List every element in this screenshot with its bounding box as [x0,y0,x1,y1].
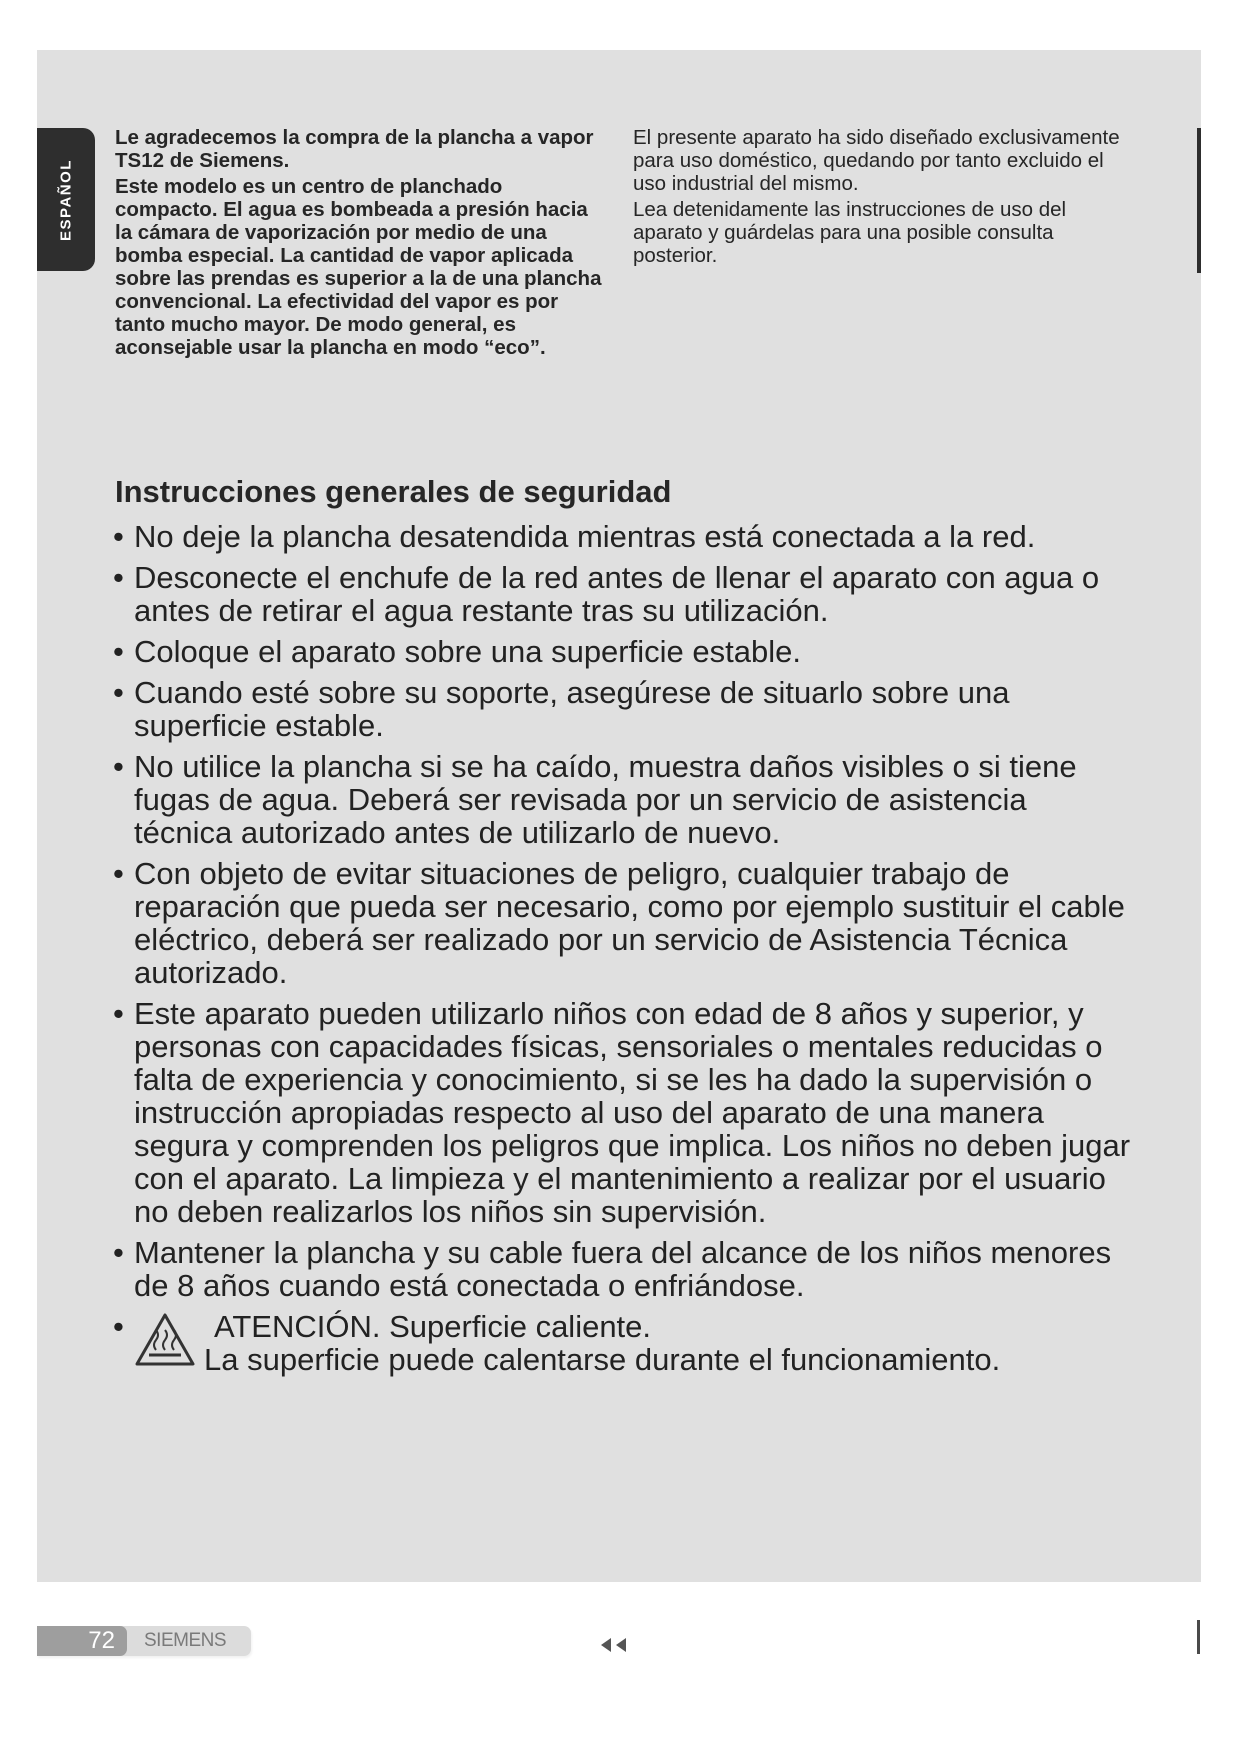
hot-surface-warning-icon [134,1312,196,1368]
bullet: • [113,749,124,784]
safety-item-warning [113,1310,1133,1376]
intro-domestic-use: El presente aparato ha sido diseñado exclusivamente para uso doméstico, quedando por tanto excluido el uso industrial del mismo. [633,126,1120,195]
warning-text [204,1310,1000,1376]
safety-item [113,635,1133,668]
safety-item [113,997,1133,1228]
footer-tab [37,1626,251,1656]
safety-item [113,750,1133,849]
bullet: • [113,1309,124,1344]
safety-item [113,676,1133,742]
double-left-arrow-icon[interactable] [599,1636,631,1654]
safety-item-text: Coloque el aparato sobre una superficie estable. [134,634,801,669]
bullet: • [113,856,124,891]
safety-item-text: No utilice la plancha si se ha caído, muestra daños visibles o si tiene fugas de agua. Deberá ser revisada por un servicio de asistencia técnica autorizado antes de utilizarlo de nuevo. [134,749,1077,850]
safety-item-text: Este aparato pueden utilizarlo niños con edad de 8 años y superior, y personas con capacidades físicas, sensoriales o mentales reducidas o falta de experiencia y conocimiento, si se les ha dado la supervisión o instrucción apropiadas respecto al uso del aparato de una manera segura y comprenden los peligros que implica. Los niños no deben jugar con el aparato. La limpieza y el mantenimiento a realizar por el usuario no deben realizarlos los niños sin supervisión. [134,996,1131,1229]
safety-item-text: No deje la plancha desatendida mientras está conectada a la red. [134,519,1036,554]
section-title: Instrucciones generales de seguridad [115,474,672,509]
warning-title: ATENCIÓN. Superficie caliente. [214,1309,652,1344]
warning-detail: La superficie puede calentarse durante el funcionamiento. [204,1342,1001,1377]
safety-item [113,857,1133,989]
safety-item [113,561,1133,627]
bullet: • [113,996,124,1031]
intro-read-instructions: Lea detenidamente las instrucciones de uso del aparato y guárdelas para una posible consulta posterior. [633,198,1067,267]
bullet: • [113,675,124,710]
language-tab [37,128,95,271]
language-tab-label: ESPAÑOL [57,158,75,241]
safety-item [113,520,1133,553]
bullet: • [113,560,124,595]
margin-rule [1197,128,1201,273]
safety-list [113,520,1133,1384]
intro-description: Este modelo es un centro de planchado compacto. El agua es bombeada a presión hacia la cámara de vaporización por medio de una bomba especial. La cantidad de vapor aplicada sobre las prendas es superior a la de una plancha convencional. La efectividad del vapor es por tanto mucho mayor. De modo general, es aconsejable usar la plancha en modo “eco”. [115,175,602,359]
safety-item-text: Cuando esté sobre su soporte, asegúrese de situarlo sobre una superficie estable. [134,675,1010,743]
intro-thanks: Le agradecemos la compra de la plancha a vapor TS12 de Siemens. [115,126,594,172]
safety-item-text: Desconecte el enchufe de la red antes de llenar el aparato con agua o antes de retirar el agua restante tras su utilización. [134,560,1100,628]
intro-left-column [115,126,605,362]
footer-rule [1197,1620,1200,1654]
page-number: 72 [37,1626,127,1656]
safety-item-text: Con objeto de evitar situaciones de peligro, cualquier trabajo de reparación que pueda ser necesario, como por ejemplo sustituir el cable eléctrico, deberá ser realizado por un servicio de Asistencia Técnica autorizado. [134,856,1125,990]
safety-item-text: Mantener la plancha y su cable fuera del alcance de los niños menores de 8 años cuando está conectada o enfriándose. [134,1235,1112,1303]
intro-right-column [633,126,1133,270]
bullet: • [113,1235,124,1270]
safety-item [113,1236,1133,1302]
brand-name: SIEMENS [144,1630,227,1651]
bullet: • [113,519,124,554]
bullet: • [113,634,124,669]
